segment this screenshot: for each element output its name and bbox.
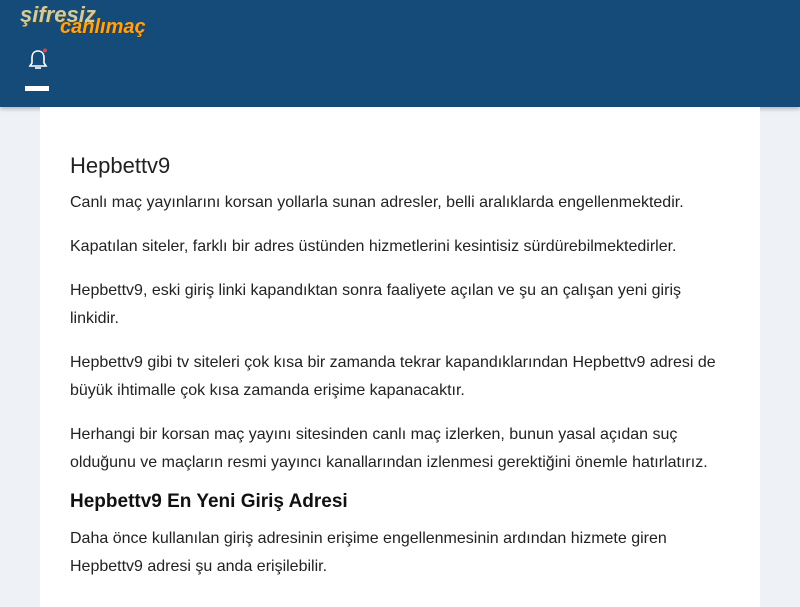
paragraph: Kapatılan siteler, farklı bir adres üstünden hizmetlerini kesintisiz sürdürebilmektedirler. [70,238,677,255]
notification-bell-icon[interactable] [28,48,48,72]
paragraph: Canlı maç yayınlarını korsan yollarla sunan adresler, belli aralıklarda engellenmektedir. [70,194,684,211]
paragraph: Hepbettv9, eski giriş linki kapandıktan sonra faaliyete açılan ve şu an çalışan yeni giriş linkidir. [70,282,681,327]
paragraph: Daha önce kullanılan giriş adresinin erişime engellenmesinin ardından hizmete giren Hepbettv9 adresi şu anda erişilebilir. [70,530,667,575]
site-header [0,0,800,107]
section-heading: Hepbettv9 En Yeni Giriş Adresi [70,491,348,512]
article-title: Hepbettv9 [70,153,171,178]
site-logo[interactable]: şifresiz canlımaç [20,2,146,38]
paragraph: Hepbettv9 gibi tv siteleri çok kısa bir zamanda tekrar kapandıklarından Hepbettv9 adresi de büyük ihtimalle çok kısa zamanda erişime kapanacaktır. [70,354,716,399]
article-card [40,107,760,607]
menu-toggle-button[interactable] [25,86,49,91]
paragraph: Herhangi bir korsan maç yayını sitesinden canlı maç izlerken, bunun yasal açıdan suç olduğunu ve maçların resmi yayıncı kanallarından izlenmesi gerektiğini önemle hatırlatırız. [70,426,708,471]
